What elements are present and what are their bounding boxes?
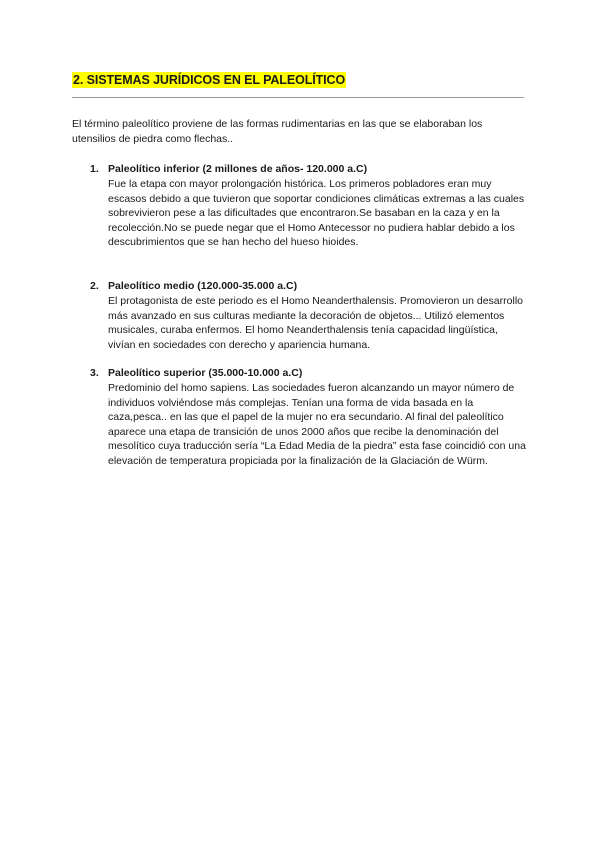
section-heading: 2. SISTEMAS JURÍDICOS EN EL PALEOLÍTICO [73,73,346,87]
item-title: Paleolítico inferior (2 millones de años- 120.000 a.C) [108,163,368,175]
list-item-paleolitico-inferior [90,162,530,250]
item-title: Paleolítico superior (35.000-10.000 a.C) [108,367,303,379]
intro-paragraph: El término paleolítico proviene de las formas rudimentarias en las que se elaboraban los utensilios de piedra como flechas.. [72,118,483,145]
item-text: El protagonista de este periodo es el Homo Neanderthalensis. Promovieron un desarrollo más avanzado en sus culturas mediante la decoración de objetos... Utilizó elementos musicales, curaba enfermos. El homo Neanderthalensis tenía capacidad lingüística, vivían en sociedades con derecho y apariencia humana. [108,295,523,351]
item-text: Predominio del homo sapiens. Las sociedades fueron alcanzando un mayor número de individuos volviéndose más complejas. Tenían una forma de vida basada en la caza,pesca.. en las que el papel de la mujer no era secundario. Al final del paleolítico aparece una etapa de transición de unos 2000 años que recibe la denominación del mesolítico cuya traducción sería “La Edad Media de la piedra” esta fase coincidió con una elevación de temperatura propiciada por la finalización de la Glaciación de Würm. [108,382,526,467]
heading-divider [72,97,524,98]
item-title: Paleolítico medio (120.000-35.000 a.C) [108,280,298,292]
list-number: 1. [90,163,99,175]
item-text: Fue la etapa con mayor prolongación histórica. Los primeros pobladores eran muy escasos debido a que tuvieron que soportar condiciones climáticas extremas a las cuales sobrevivieron pese a las dificultades que encontraron.Se basaban en la caza y en la recolección.No se puede negar que el Homo Antecessor no pudiera hablar debido a los descubrimientos que se han hecho del hueso hioides. [108,178,525,248]
list-item-paleolitico-medio [90,279,530,352]
list-number: 2. [90,280,99,292]
list-item-paleolitico-superior [90,366,530,468]
list-number: 3. [90,367,99,379]
